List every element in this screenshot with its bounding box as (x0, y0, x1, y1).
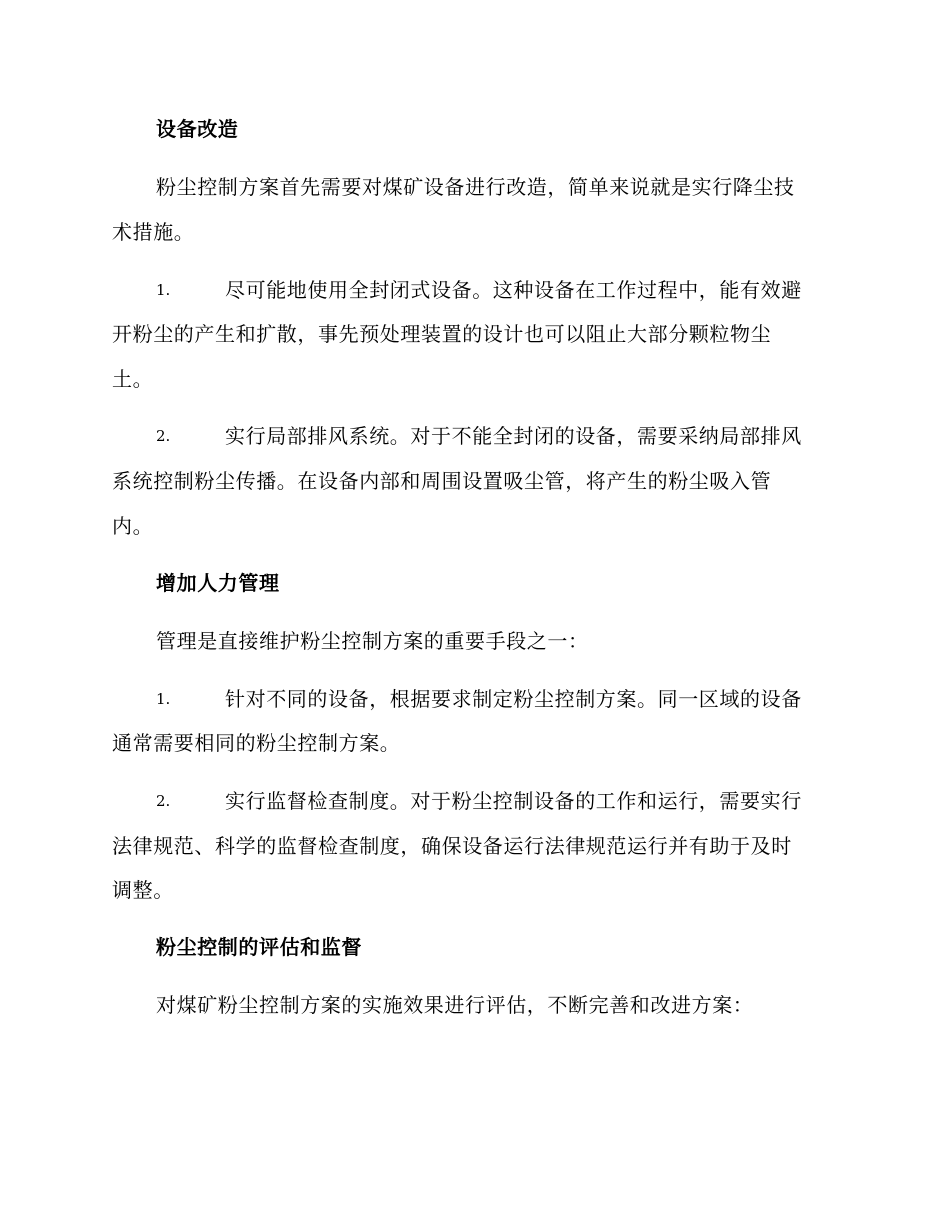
paragraph-line: 术措施。 (112, 220, 195, 244)
list-item-line: 土。 (112, 367, 154, 391)
list-item-line: 内。 (112, 514, 154, 538)
list-item-line: 法律规范、科学的监督检查制度，确保设备运行法律规范运行并有助于及时 (112, 834, 792, 858)
paragraph-line: 粉尘控制方案首先需要对煤矿设备进行改造，简单来说就是实行降尘技 (156, 175, 795, 199)
list-item-number: 2. (156, 792, 171, 810)
list-item-line: 实行局部排风系统。对于不能全封闭的设备，需要采纳局部排风 (225, 424, 802, 448)
list-item-line: 尽可能地使用全封闭式设备。这种设备在工作过程中，能有效避 (225, 278, 802, 302)
section-heading: 增加人力管理 (156, 571, 280, 595)
list-item-line: 开粉尘的产生和扩散，事先预处理装置的设计也可以阻止大部分颗粒物尘 (112, 322, 772, 346)
list-item-line: 调整。 (112, 878, 174, 902)
paragraph-line: 管理是直接维护粉尘控制方案的重要手段之一： (156, 629, 589, 653)
list-item-number: 1. (156, 690, 171, 708)
paragraph-line: 对煤矿粉尘控制方案的实施效果进行评估，不断完善和改进方案： (156, 993, 754, 1017)
section-heading: 设备改造 (156, 117, 239, 141)
list-item-line: 实行监督检查制度。对于粉尘控制设备的工作和运行，需要实行 (225, 789, 802, 813)
list-item-number: 1. (156, 281, 171, 299)
section-heading: 粉尘控制的评估和监督 (156, 935, 362, 959)
list-item-line: 针对不同的设备，根据要求制定粉尘控制方案。同一区域的设备 (225, 687, 802, 711)
list-item-number: 2. (156, 427, 171, 445)
list-item-line: 系统控制粉尘传播。在设备内部和周围设置吸尘管，将产生的粉尘吸入管 (112, 469, 772, 493)
list-item-line: 通常需要相同的粉尘控制方案。 (112, 731, 401, 755)
